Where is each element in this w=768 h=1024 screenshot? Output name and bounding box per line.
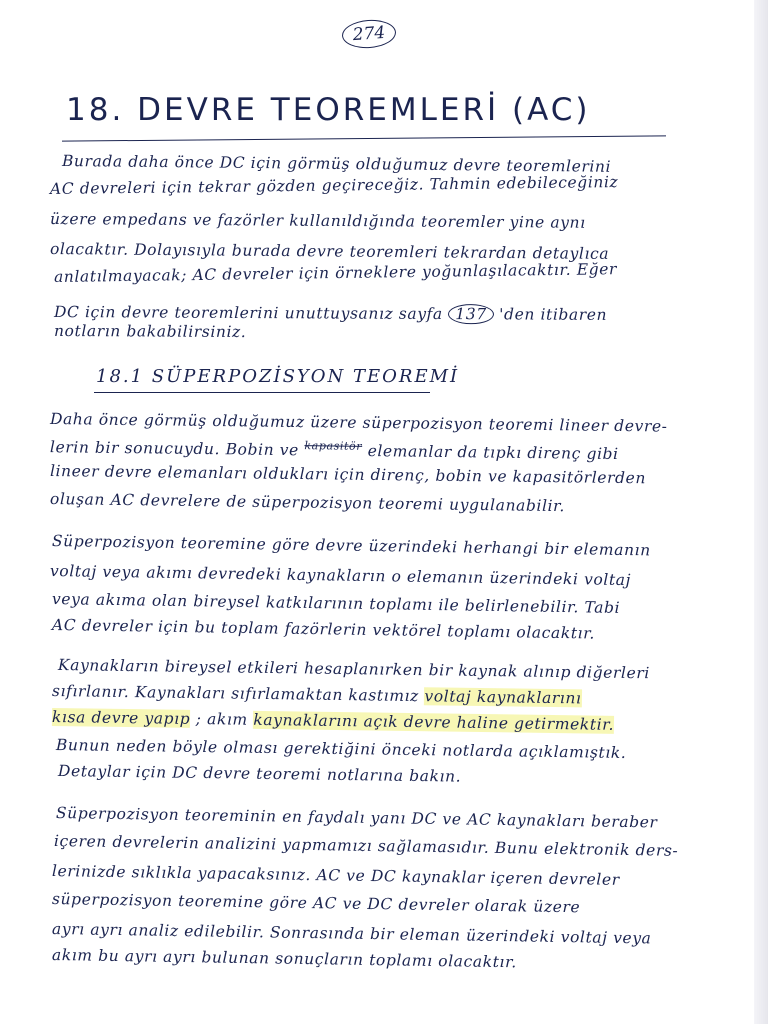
- p3-line-2: [52, 682, 582, 707]
- p4-line-5: ayrı ayrı analiz edilebilir. Sonrasında bir eleman üzerindeki voltaj veya: [51, 920, 652, 948]
- intro-line-5: anlatılmayacak; AC devreler için örneklere yoğunlaşılacaktır. Eğer: [53, 260, 618, 286]
- p3-line-2-text: sıfırlanır. Kaynakları sıfırlamaktan kastımız: [51, 682, 420, 706]
- section-heading: 18.1 SÜPERPOZİSYON TEOREMİ: [96, 366, 460, 387]
- p1-line-2: [50, 436, 619, 463]
- p4-line-4: süperpozisyon teoremine göre AC ve DC devreler olarak üzere: [51, 890, 581, 917]
- p2-line-2: voltaj veya akımı devredeki kaynakların o elemanın üzerindeki voltaj: [49, 562, 632, 590]
- p4-line-1: Süperpozisyon teoreminin en faydalı yanı DC ve AC kaynakları beraber: [55, 804, 658, 832]
- p4-line-2: içeren devrelerin analizini yapmamızı sağlamasıdır. Bunu elektronik ders-: [53, 832, 679, 860]
- p1-line-3: lineer devre elemanları oldukları için direnç, bobin ve kapasitörlerden: [49, 462, 647, 488]
- p3-line-3-text: ; akım: [195, 710, 248, 729]
- highlighted-text: kaynaklarını açık devre haline getirmektir.: [253, 710, 615, 734]
- p3-line-3: [52, 708, 614, 734]
- p3-line-5: Detaylar için DC devre teoremi notlarına bakın.: [57, 762, 462, 786]
- p1-line-2-text: lerin bir sonucuydu. Bobin ve: [49, 438, 299, 460]
- highlighted-text: kısa devre yapıp: [51, 708, 191, 728]
- page-reference-circle: 137: [448, 304, 493, 324]
- title-underline: [62, 135, 666, 141]
- intro-line-4: olacaktır. Dolayısıyla burada devre teoremleri tekrardan detaylıca: [49, 240, 610, 263]
- p4-line-6: akım bu ayrı ayrı bulunan sonuçların toplamı olacaktır.: [51, 946, 518, 972]
- p1-line-2-tail: elemanlar da tıpkı direnç gibi: [367, 442, 619, 464]
- highlighted-text: voltaj kaynaklarını: [424, 687, 582, 708]
- p1-line-1: Daha önce görmüş olduğumuz üzere süperpozisyon teoremi lineer devre-: [49, 410, 668, 436]
- struck-word: kapasitör: [304, 439, 363, 453]
- section-underline: [94, 392, 430, 393]
- intro-line-6-text: DC için devre teoremlerini unuttuysanız sayfa: [53, 303, 443, 324]
- p3-line-4: Bunun neden böyle olması gerektiğini önceki notlarda açıklamıştık.: [55, 736, 627, 762]
- page-edge: [754, 0, 768, 1024]
- intro-line-2: AC devreleri için tekrar gözden geçireceğiz. Tahmin edebileceğiniz: [49, 173, 619, 198]
- page-number: 274: [341, 18, 397, 50]
- p2-line-4: AC devreler için bu toplam fazörlerin vektörel toplamı olacaktır.: [51, 616, 596, 643]
- p1-line-4: oluşan AC devrelere de süperpozisyon teoremi uygulanabilir.: [49, 490, 566, 516]
- intro-line-3: üzere empedans ve fazörler kullanıldığında teoremler yine aynı: [49, 210, 586, 232]
- intro-line-1: Burada daha önce DC için görmüş olduğumuz devre teoremlerini: [61, 152, 612, 176]
- p2-line-3: veya akıma olan bireysel katkılarının toplamı ile belirlenebilir. Tabi: [51, 590, 621, 617]
- intro-line-7: notların bakabilirsiniz.: [53, 322, 247, 342]
- p2-line-1: Süperpozisyon teoremine göre devre üzerindeki herhangi bir elemanın: [51, 532, 651, 560]
- p4-line-3: lerinizde sıklıkla yapacaksınız. AC ve DC kaynaklar içeren devreler: [51, 862, 620, 889]
- page-title: 18. DEVRE TEOREMLERİ (AC): [66, 92, 591, 128]
- intro-line-6-tail: 'den itibaren: [499, 305, 608, 324]
- p3-line-1: Kaynakların bireysel etkileri hesaplanırken bir kaynak alınıp diğerleri: [57, 656, 651, 683]
